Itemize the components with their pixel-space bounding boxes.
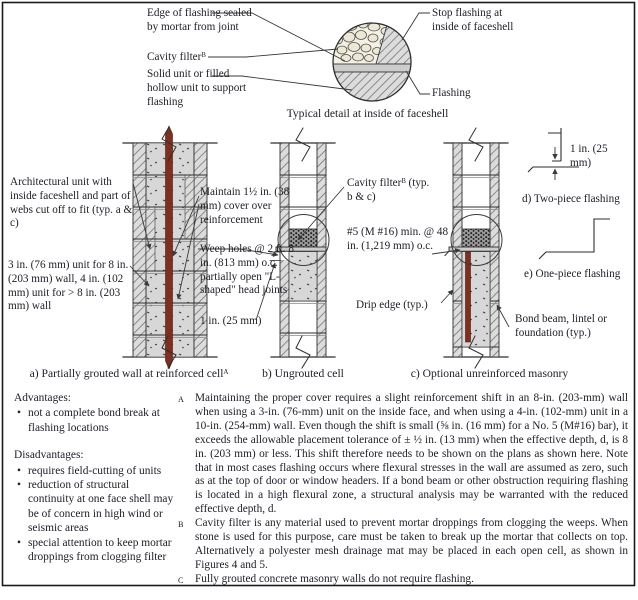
label-rebar-spec: #5 (M #16) min. @ 48 in. (1,219 mm) o.c. — [347, 226, 449, 252]
footnote-text: Cavity filter is any material used to prevent mortar droppings from clogging the weeps. When stone is used for this purpose, care must be taken to break up the mortar that collects on top. Alternatively a polyester mesh drainage mat may be placed in each open cell, as shown in Figures 4 and 5. — [195, 517, 628, 571]
label-edge-of-flashing: Edge of flashing sealed by mortar from joint — [147, 7, 252, 33]
label-unit-sizes: 3 in. (76 mm) unit for 8 in. (203 mm) wall, 4 in. (102 mm) unit for > 8 in. (203 mm) wall — [8, 259, 129, 313]
footnote-marker: C — [178, 575, 184, 585]
label-cavity-filter-bc: Cavity filterᴮ (typ. b & c) — [347, 177, 430, 203]
footnote-text: Fully grouted concrete masonry walls do not require flashing. — [195, 572, 474, 585]
label-stop-flashing: Stop flashing at inside of faceshell — [432, 7, 514, 33]
label-architectural-unit: Architectural unit with inside faceshell and part of webs cut off to fit (typ. a & c) — [10, 176, 133, 230]
label-maintain-cover: Maintain 1½ in. (38 mm) cover over reinforcement — [200, 186, 290, 226]
footnote-marker: A — [178, 395, 184, 404]
disadvantages-title: Disadvantages: — [14, 449, 84, 462]
footnotes — [178, 392, 628, 588]
label-flashing-dimension: 1 in. (25 mm) — [570, 143, 608, 169]
footnote-a — [178, 392, 628, 517]
disadvantage-item: • special attention to keep mortar droppings from clogging filter — [14, 536, 176, 565]
caption-wall-c: c) Optional unreinforced masonry — [410, 367, 569, 380]
cavity-filter-block — [462, 229, 490, 247]
caption-faceshell-detail: Typical detail at inside of faceshell — [286, 107, 449, 120]
footnote-c — [178, 573, 628, 588]
label-cavity-filter: Cavity filterᴮ — [147, 51, 206, 63]
caption-wall-a: a) Partially grouted wall at reinforced cellᴬ — [29, 367, 229, 380]
label-weep-holes: Weep holes @ 2 ft. 8 in. (813 mm) o.c. partially open "L-shaped" head joints — [200, 243, 294, 297]
label-flashing: Flashing — [432, 87, 471, 99]
rebar-wall-c — [466, 252, 471, 342]
rebar-wall-a — [166, 126, 173, 369]
flashing-band — [333, 64, 413, 72]
faceshell-detail-drawing — [333, 18, 414, 104]
advantages-title: Advantages: — [14, 392, 71, 404]
break-symbol — [469, 128, 483, 161]
footnote-marker: B — [178, 520, 184, 530]
disadvantage-item: • reduction of structural continuity at one face shell may be of concern in high wind or seismic areas — [14, 478, 176, 536]
label-drip-edge: Drip edge (typ.) — [356, 299, 428, 311]
footnote-text: Maintaining the proper cover requires a slight reinforcement shift in an 8-in. (203-mm) wall when using a 3-in. (76-mm) unit on the inside face, and when using a 4-in. (102-mm) unit in a 10-in. (254-mm) wall. Even though the shift is small (⅝ in. (16 mm) for a No. 5 (M#16) bar), it exceeds the allowable placement tolerance of ± ½ in. (13 mm) when the effective depth, d, is 8 in. (203 mm) or less. This shift therefore needs to be shown on the plans as shown here. Note that in most cases flashing occurs where flexural stresses in the wall are assumed as zero, such as at the top of door or window headers. If a bond beam or other obstruction requiring flashing is located in a high flexural zone, a structural analysis may be warranted with the reduced effective depth, d. — [195, 392, 628, 516]
advantage-item: • not a complete bond break at flashing locations — [14, 406, 176, 435]
caption-wall-b: b) Ungrouted cell — [262, 367, 344, 380]
caption-two-piece-flashing: d) Two-piece flashing — [522, 193, 620, 205]
break-symbol — [296, 128, 310, 161]
caption-one-piece-flashing: e) One-piece flashing — [524, 268, 621, 280]
break-symbol — [296, 336, 310, 368]
label-bond-beam: Bond beam, lintel or foundation (typ.) — [515, 313, 607, 339]
advantages-disadvantages — [14, 391, 176, 564]
one-piece-flashing-drawing — [539, 219, 610, 259]
label-solid-unit: Solid unit or filled hollow unit to support flashing — [147, 68, 247, 108]
footnote-b — [178, 517, 628, 573]
disadvantage-item: • requires field-cutting of units — [14, 464, 176, 478]
label-one-inch: 1 in. (25 mm) — [200, 315, 262, 327]
